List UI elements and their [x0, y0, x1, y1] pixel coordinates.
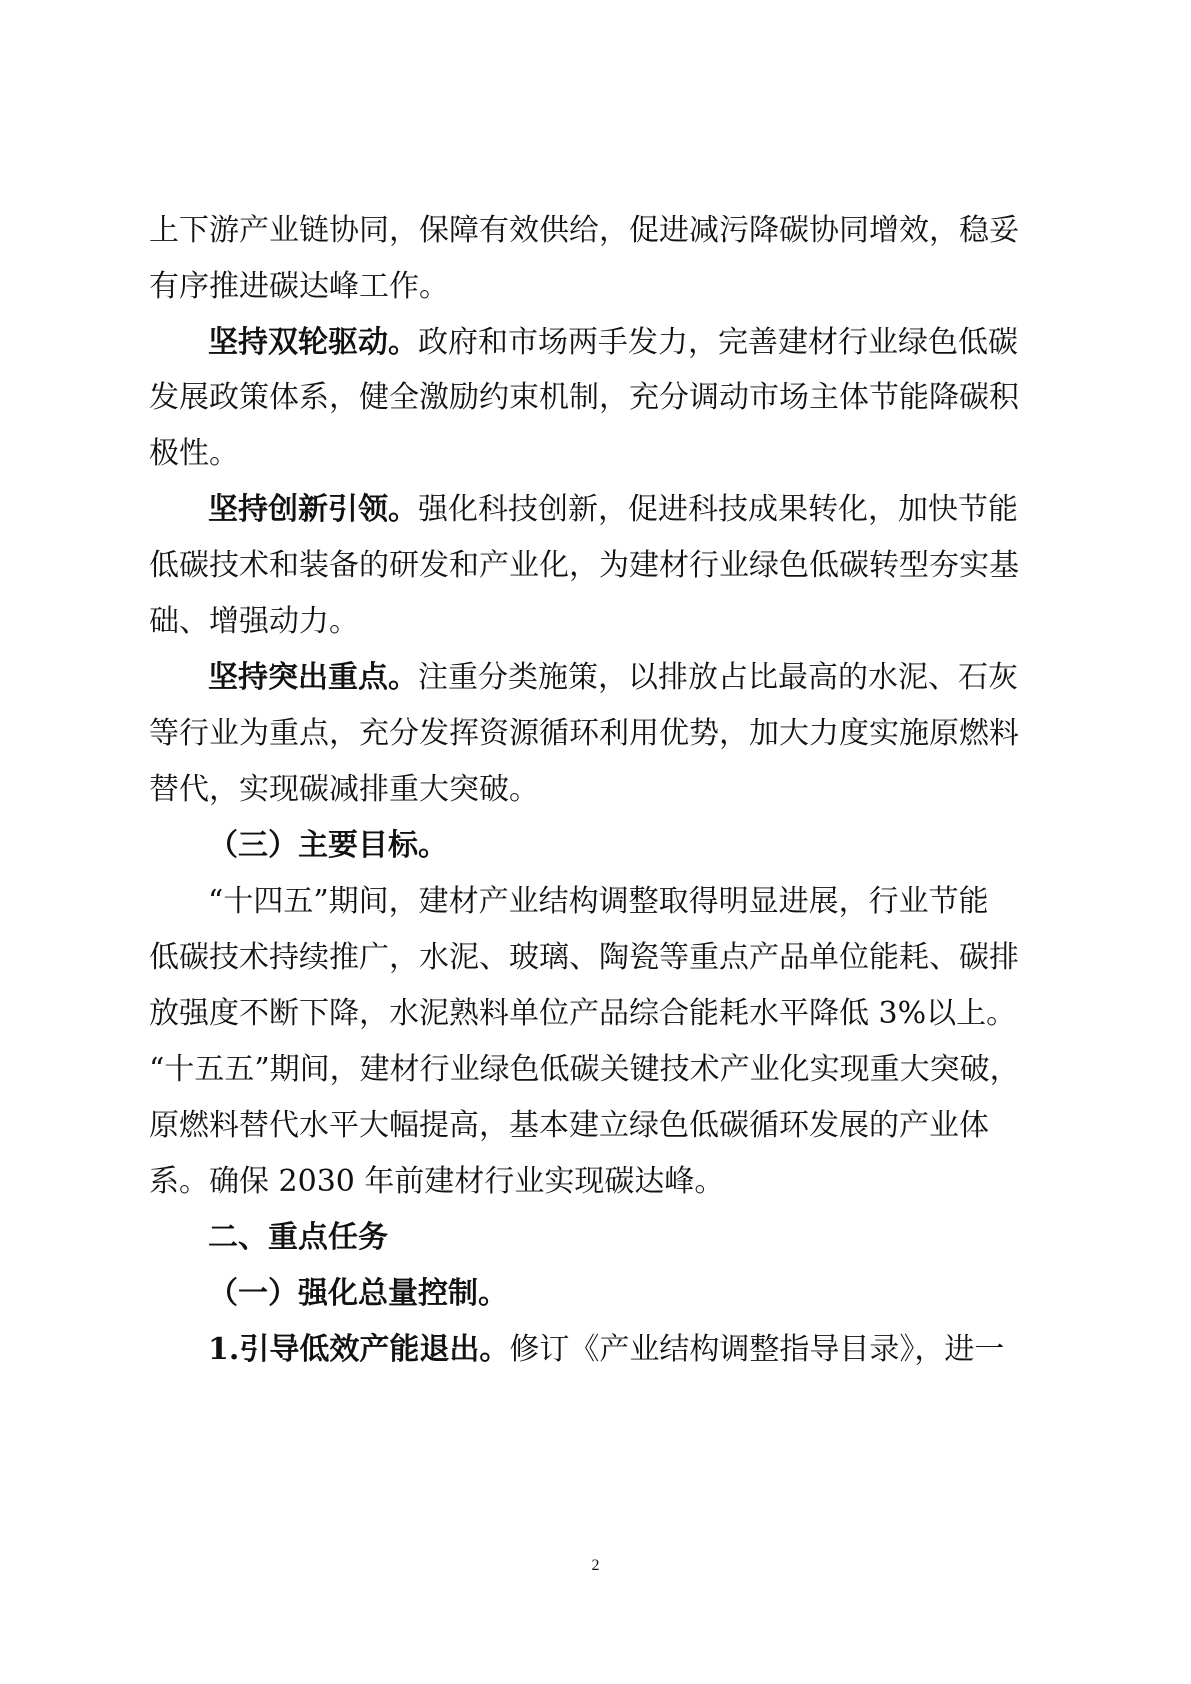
- text-line: 础、增强动力。: [149, 604, 359, 639]
- text-line: “十五五”期间，建材行业绿色低碳关键技术产业化实现重大突破，: [149, 1052, 1020, 1087]
- chapter-heading-line: 二、重点任务: [208, 1220, 388, 1255]
- text-line: 低碳技术和装备的研发和产业化，为建材行业绿色低碳转型夯实基: [149, 548, 1019, 583]
- section-heading-line: （三）主要目标。: [208, 828, 448, 863]
- section-heading-line: （一）强化总量控制。: [208, 1276, 508, 1311]
- text-line: 低碳技术持续推广，水泥、玻璃、陶瓷等重点产品单位能耗、碳排: [149, 940, 1019, 975]
- text-line: “十四五”期间，建材产业结构调整取得明显进展，行业节能: [208, 884, 989, 919]
- text-line: 上下游产业链协同，保障有效供给，促进减污降碳协同增效，稳妥: [149, 213, 1019, 248]
- principle-heading-line: 坚持突出重点。注重分类施策，以排放占比最高的水泥、石灰: [208, 660, 1018, 695]
- page-number: 2: [591, 1557, 600, 1574]
- principle-heading-line: 坚持双轮驱动。政府和市场两手发力，完善建材行业绿色低碳: [208, 325, 1018, 360]
- text-line: 发展政策体系，健全激励约束机制，充分调动市场主体节能降碳积: [149, 380, 1019, 415]
- text-line: 有序推进碳达峰工作。: [149, 269, 449, 304]
- principle-heading-line: 坚持创新引领。强化科技创新，促进科技成果转化，加快节能: [208, 492, 1018, 527]
- text-line: 系。确保 2030 年前建材行业实现碳达峰。: [149, 1164, 725, 1199]
- text-line: 等行业为重点，充分发挥资源循环利用优势，加大力度实施原燃料: [149, 716, 1019, 751]
- text-line: 替代，实现碳减排重大突破。: [149, 772, 539, 807]
- text-line: 原燃料替代水平大幅提高，基本建立绿色低碳循环发展的产业体: [149, 1108, 989, 1143]
- text-line: 极性。: [149, 436, 239, 471]
- text-line: 放强度不断下降，水泥熟料单位产品综合能耗水平降低 3%以上。: [149, 996, 1017, 1031]
- item-heading-line: 1.引导低效产能退出。修订《产业结构调整指导目录》，进一: [208, 1332, 1005, 1367]
